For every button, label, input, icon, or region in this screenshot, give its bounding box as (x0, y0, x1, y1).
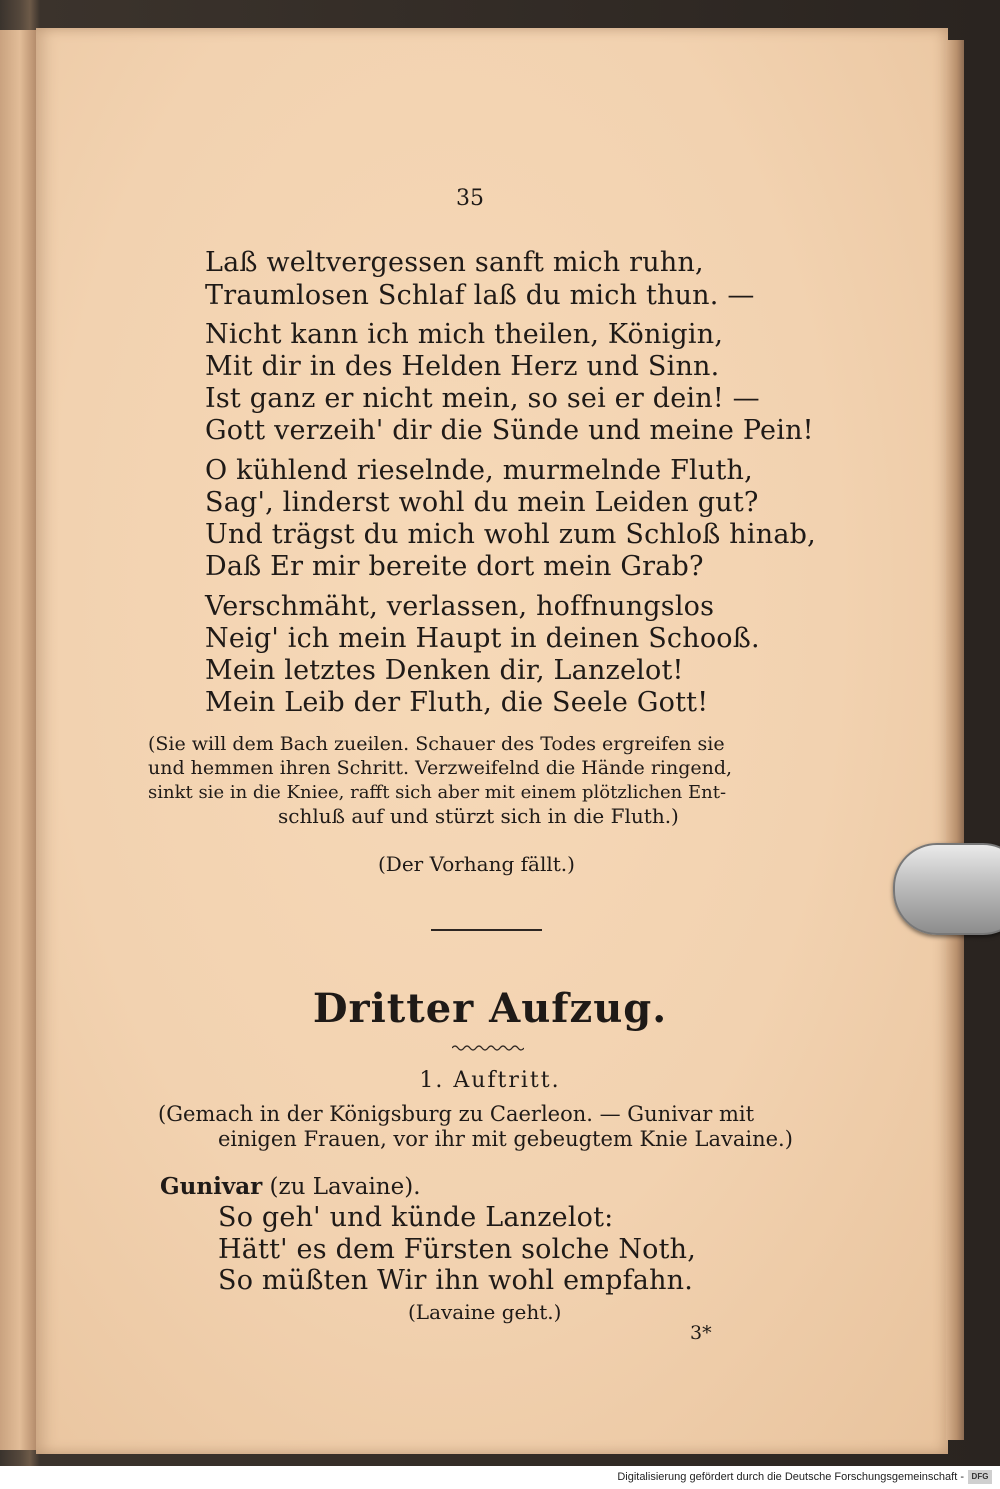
verse-line: Nicht kann ich mich theilen, Königin, (205, 319, 724, 350)
signature-mark: 3* (690, 1322, 712, 1344)
verse-line: Traumlosen Schlaf laß du mich thun. — (205, 280, 755, 311)
verse-line: Mein letztes Denken dir, Lanzelot! (205, 655, 684, 686)
scene-title: 1. Auftritt. (419, 1068, 561, 1093)
stage-direction-line: und hemmen ihren Schritt. Verzweifelnd die Hände ringend, (148, 757, 733, 779)
stage-direction-line: sinkt sie in die Kniee, rafft sich aber mit einem plötzlichen Ent- (148, 782, 727, 803)
page-stack-edge (946, 40, 964, 1440)
verse-line: Mein Leib der Fluth, die Seele Gott! (205, 687, 709, 718)
verse-line: Daß Er mir bereite dort mein Grab? (205, 551, 704, 582)
dfg-logo: DFG (968, 1470, 992, 1484)
exit-direction: (Lavaine geht.) (408, 1300, 562, 1324)
verse-line: O kühlend rieselnde, murmelnde Fluth, (205, 455, 753, 486)
speaker-name: Gunivar (160, 1173, 263, 1200)
verse-line: Verschmäht, verlassen, hoffnungslos (205, 591, 715, 622)
verse-line: Laß weltvergessen sanft mich ruhn, (205, 247, 704, 278)
verse-line: Mit dir in des Helden Herz und Sinn. (205, 351, 720, 382)
footer-credit: Digitalisierung gefördert durch die Deutsche Forschungsgemeinschaft - (617, 1471, 964, 1483)
speaker-note: (zu Lavaine). (269, 1174, 421, 1200)
act-title: Dritter Aufzug. (312, 985, 668, 1032)
verse-line: Neig' ich mein Haupt in deinen Schooß. (205, 623, 760, 654)
stage-direction-line: (Sie will dem Bach zueilen. Schauer des Todes ergreifen sie (148, 733, 725, 755)
curtain-direction: (Der Vorhang fällt.) (378, 852, 575, 876)
section-divider (431, 929, 542, 931)
verse-line: Ist ganz er nicht mein, so sei er dein! — (205, 383, 760, 414)
stage-direction-line: schluß auf und stürzt sich in die Fluth.) (278, 804, 679, 828)
verse-line: Gott verzeih' dir die Sünde und meine Pein! (205, 415, 814, 446)
speech-line: So geh' und künde Lanzelot: (218, 1202, 614, 1233)
page-clip (893, 843, 1000, 935)
verse-line: Und trägst du mich wohl zum Schloß hinab, (205, 519, 816, 550)
page-number: 35 (456, 186, 484, 211)
left-page-edge (0, 30, 37, 1450)
speaker-line (160, 1175, 421, 1199)
verse-line: Sag', linderst wohl du mein Leiden gut? (205, 487, 759, 518)
speech-line: Hätt' es dem Fürsten solche Noth, (218, 1234, 697, 1265)
speech-line: So müßten Wir ihn wohl empfahn. (218, 1265, 694, 1296)
ornament-squiggle (452, 1044, 524, 1052)
scene-direction-line: einigen Frauen, vor ihr mit gebeugtem Knie Lavaine.) (218, 1127, 793, 1151)
scene-direction-line: (Gemach in der Königsburg zu Caerleon. — Gunivar mit (158, 1102, 755, 1126)
